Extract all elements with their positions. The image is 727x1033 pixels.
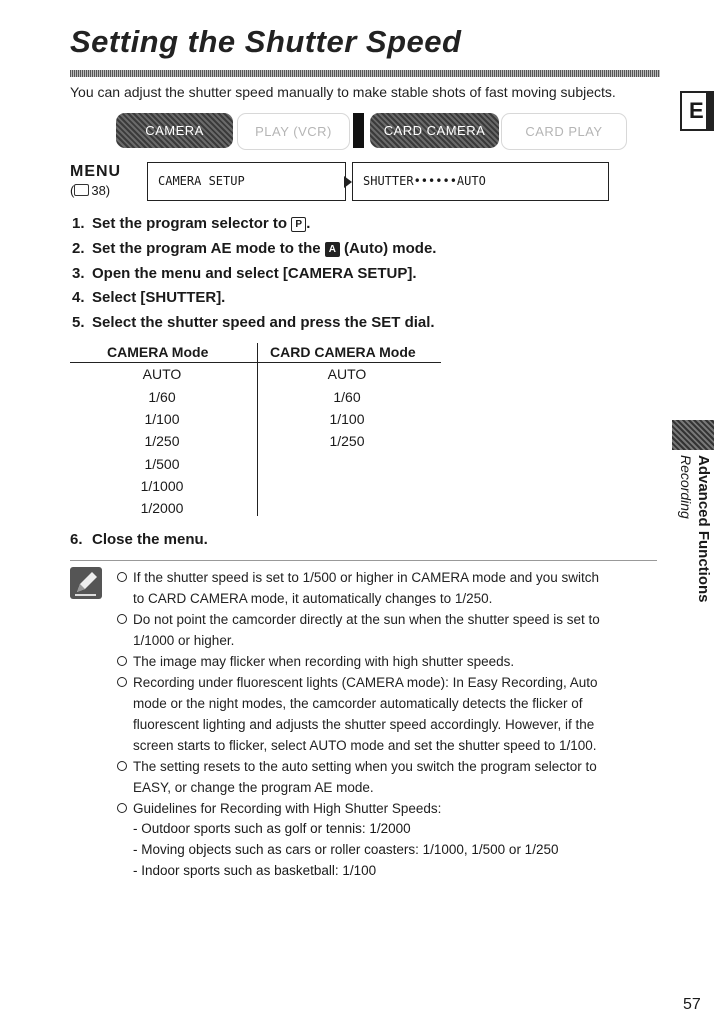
guideline-item: - Moving objects such as cars or roller coasters: 1/1000, 1/500 or 1/250 <box>133 842 559 857</box>
auto-a-icon: A <box>325 242 340 257</box>
bullet-icon <box>117 803 127 813</box>
page-title: Setting the Shutter Speed <box>70 24 462 59</box>
step-3: 3. Open the menu and select [CAMERA SETUP]. <box>72 265 417 282</box>
note-pencil-icon <box>70 567 102 599</box>
mode-tab-card-camera: CARD CAMERA <box>370 113 499 148</box>
table-cell: 1/2000 <box>140 500 184 516</box>
language-tab-label: E <box>689 98 704 123</box>
note-item: The image may flicker when recording with high shutter speeds. <box>117 651 662 672</box>
mode-divider <box>353 113 364 148</box>
guideline-item: - Outdoor sports such as golf or tennis: 1/2000 <box>133 821 411 836</box>
table-cell: AUTO <box>142 366 182 382</box>
bullet-icon <box>117 761 127 771</box>
table-cell: AUTO <box>327 366 367 382</box>
notes-divider <box>70 560 657 561</box>
table-cell: 1/60 <box>148 389 176 405</box>
note-item: Recording under fluorescent lights (CAMERA mode): In Easy Recording, Auto mode or the night modes, the camcorder automatically detects the flicker of fluorescent lighting and adjusts the shutter speed accordingly. However, if the screen starts to flicker, select AUTO mode and set the shutter speed to 1/100. <box>117 672 662 756</box>
table-header-card-camera: CARD CAMERA Mode <box>270 344 416 360</box>
note-item: If the shutter speed is set to 1/500 or higher in CAMERA mode and you switch to CARD CAMERA mode, it automatically changes to 1/250. <box>117 567 662 609</box>
side-section-title: Advanced Functions <box>695 455 712 603</box>
guideline-item: - Indoor sports such as basketball: 1/100 <box>133 863 377 878</box>
step-6: 6. Close the menu. <box>70 531 208 548</box>
step-1: 1. Set the program selector to P . <box>72 215 311 232</box>
note-item: Guidelines for Recording with High Shutter Speeds: <box>117 798 662 819</box>
menu-box-shutter: SHUTTER••••••AUTO <box>352 162 609 201</box>
table-column-divider <box>257 343 258 516</box>
side-section-subtitle: Recording <box>678 455 694 519</box>
bullet-icon <box>117 614 127 624</box>
intro-text: You can adjust the shutter speed manually to make stable shots of fast moving subjects. <box>70 84 616 100</box>
page-number: 57 <box>683 996 701 1013</box>
table-cell: 1/1000 <box>140 478 184 494</box>
note-item: The setting resets to the auto setting when you switch the program selector to EASY, or change the program AE mode. <box>117 756 662 798</box>
arrow-right-icon <box>344 176 352 188</box>
table-cell: 1/250 <box>144 433 180 449</box>
mode-tab-play-vcr: PLAY (VCR) <box>237 113 350 150</box>
table-cell: 1/60 <box>333 389 361 405</box>
step-4: 4. Select [SHUTTER]. <box>72 289 226 306</box>
bullet-icon <box>117 677 127 687</box>
table-cell: 1/100 <box>329 411 365 427</box>
bullet-icon <box>117 572 127 582</box>
menu-box-camera-setup: CAMERA SETUP <box>147 162 346 201</box>
mode-tab-camera: CAMERA <box>116 113 233 148</box>
language-tab <box>680 91 714 131</box>
book-icon <box>74 184 89 196</box>
table-cell: 1/100 <box>144 411 180 427</box>
title-underline <box>70 70 660 77</box>
step-5: 5. Select the shutter speed and press the SET dial. <box>72 314 435 331</box>
table-header-rule <box>70 362 441 363</box>
step-2: 2. Set the program AE mode to the A (Auto) mode. <box>72 240 437 257</box>
table-cell: 1/500 <box>144 456 180 472</box>
table-cell: 1/250 <box>329 433 365 449</box>
table-header-camera: CAMERA Mode <box>107 344 209 360</box>
section-marker <box>672 420 714 450</box>
note-item: Do not point the camcorder directly at the sun when the shutter speed is set to 1/1000 or higher. <box>117 609 662 651</box>
menu-label: MENU <box>70 163 122 180</box>
mode-tab-card-play: CARD PLAY <box>501 113 627 150</box>
program-p-icon: P <box>291 217 306 232</box>
bullet-icon <box>117 656 127 666</box>
menu-page-ref: ( 38) <box>70 183 111 198</box>
